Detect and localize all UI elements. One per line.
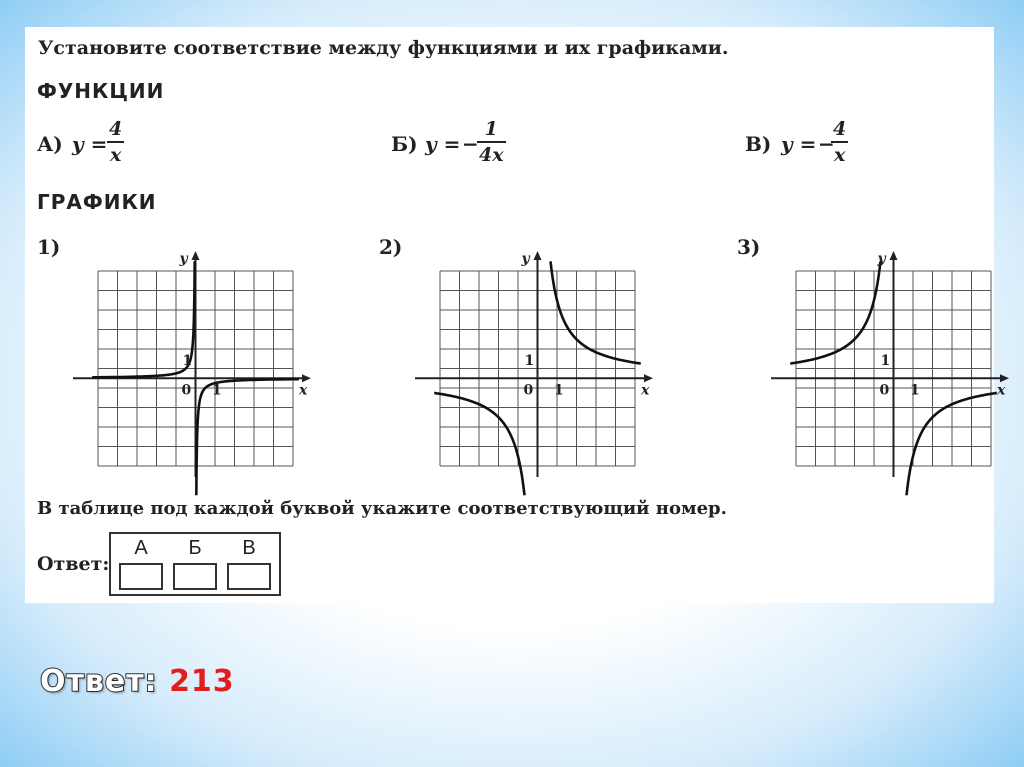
y-axis-arrow [890,251,898,260]
answer-column-b: Б [188,537,202,559]
function-v-fraction [831,119,848,165]
graph-1 [73,249,313,479]
function-b-fraction [477,119,506,165]
function-b-denominator: 4x [479,144,504,166]
function-a-letter: А) [37,132,63,156]
graph-3-label: 3) [737,235,761,259]
function-b-lhs: y = [425,132,461,156]
hyperbola-branch-left [92,261,195,377]
function-v-numerator: 4 [833,118,847,140]
answer-table [109,532,281,596]
graph-1-unit-y: 1 [182,352,193,369]
graph-1-origin-label: 0 [181,382,192,399]
graph-2-unit-y: 1 [524,352,535,369]
graph-3-y-label: y [877,251,886,267]
graph-2 [415,249,655,479]
graph-2-unit-x: 1 [554,382,564,399]
function-b-sign: − [462,132,479,156]
final-answer [40,664,235,699]
y-axis-arrow [534,251,542,260]
answer-cell-v[interactable] [227,563,271,590]
x-axis-arrow [644,374,653,382]
graph-2-label: 2) [379,235,403,259]
graph-1-label: 1) [37,235,61,259]
task-sheet [25,27,1006,603]
final-answer-value: 213 [169,664,235,699]
function-v-letter: В) [745,132,772,156]
answer-column-v: В [242,537,256,559]
answer-cell-b[interactable] [173,563,217,590]
function-b-numerator: 1 [484,118,498,140]
function-b-letter: Б) [391,132,418,156]
answer-cell-a[interactable] [119,563,163,590]
graph-3-unit-x: 1 [910,382,920,399]
final-answer-label: Ответ: [40,664,158,699]
function-a-fraction [107,119,124,165]
graph-2-origin-label: 0 [523,382,534,399]
function-v-denominator: x [833,144,846,166]
answer-label: Ответ: [37,553,110,575]
graph-3 [771,249,1011,479]
task-title: Установите соответствие между функциями и их графиками. [38,37,729,59]
instruction-text: В таблице под каждой буквой укажите соответствующий номер. [37,498,727,519]
function-a-denominator: x [109,144,122,166]
y-axis-arrow [192,251,200,260]
function-a-lhs: y = [72,132,108,156]
functions-heading: ФУНКЦИИ [37,79,165,103]
graph-3-unit-y: 1 [880,352,891,369]
answer-column-a: А [134,537,148,559]
function-v-lhs: y = [781,132,817,156]
graph-2-x-label: x [641,382,650,399]
function-a-numerator: 4 [109,118,123,140]
graph-1-unit-x: 1 [212,382,222,399]
graph-3-x-label: x [997,382,1006,399]
x-axis-arrow [302,374,311,382]
x-axis-arrow [1000,374,1009,382]
function-v-sign: − [818,132,835,156]
graphs-heading: ГРАФИКИ [37,190,157,214]
graph-3-origin-label: 0 [879,382,890,399]
graph-2-y-label: y [521,251,530,267]
graph-1-x-label: x [299,382,308,399]
graph-1-y-label: y [179,251,188,267]
